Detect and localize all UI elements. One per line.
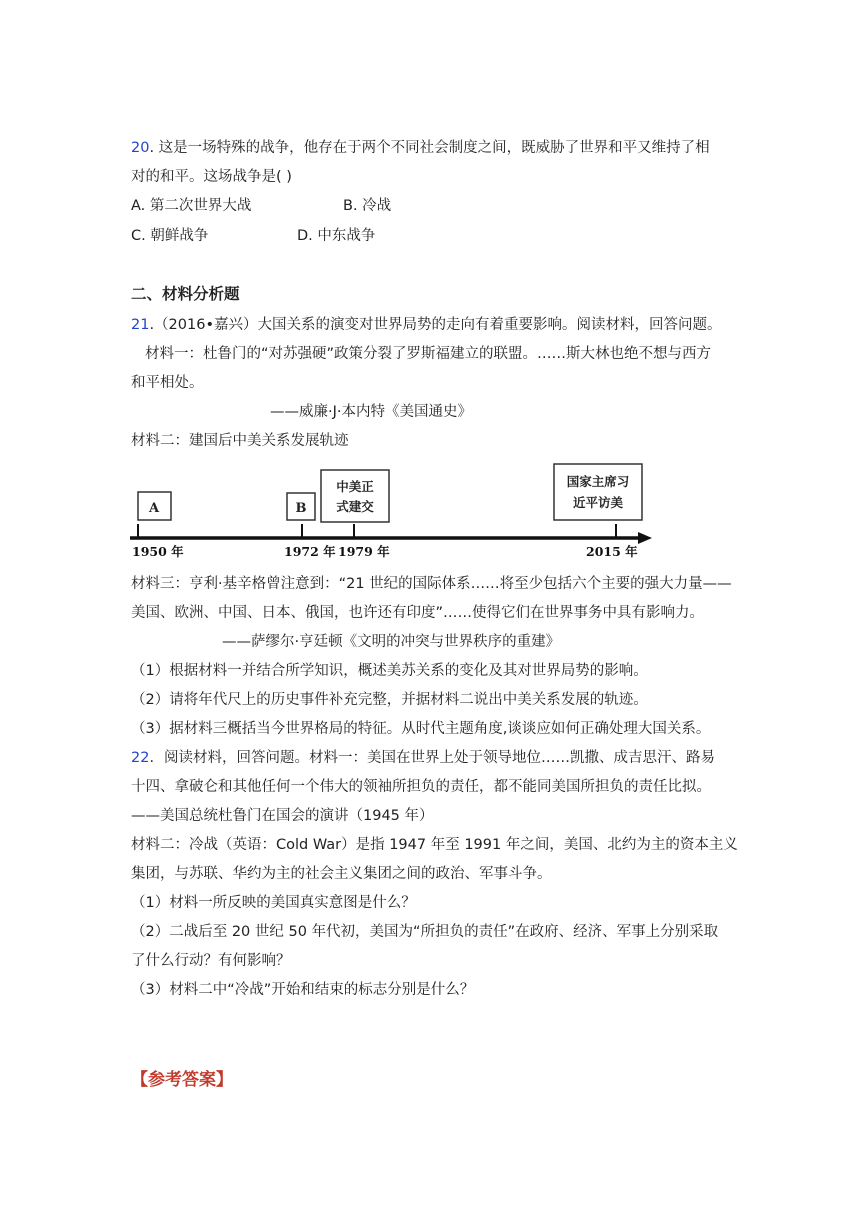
q20-option-c: C. 朝鲜战争 <box>131 228 209 244</box>
timeline-box-1979-line2: 式建交 <box>336 499 374 514</box>
q21-subquestion-2: （2）请将年代尺上的历史事件补充完整，并据材料二说出中美关系发展的轨迹。 <box>131 692 648 708</box>
q21-material3-line2: 美国、欧洲、中国、日本、俄国，也许还有印度”……使得它们在世界事务中具有影响力。 <box>131 605 705 621</box>
q21-subquestion-1: （1）根据材料一并结合所学知识，概述美苏关系的变化及其对世界局势的影响。 <box>131 663 648 679</box>
q20-option-a: A. 第二次世界大战 <box>131 198 252 214</box>
q22-material2-line2: 集团，与苏联、华约为主的社会主义集团之间的政治、军事斗争。 <box>131 866 552 882</box>
q20-option-d: D. 中东战争 <box>297 228 376 244</box>
q22-line1: 22．阅读材料，回答问题。材料一：美国在世界上处于领导地位……凯撒、成吉思汗、路易 <box>131 750 715 766</box>
timeline-figure <box>128 458 658 564</box>
q20-number: 20 <box>131 140 150 156</box>
q22-subquestion-2-line1: （2）二战后至 20 世纪 50 年代初，美国为“所担负的责任”在政府、经济、军事上分别采取 <box>131 924 719 940</box>
q22-number: 22 <box>131 750 150 766</box>
q22-line3: ——美国总统杜鲁门在国会的演讲（1945 年） <box>131 808 434 824</box>
q22-subquestion-1: （1）材料一所反映的美国真实意图是什么？ <box>131 895 416 911</box>
timeline-box-2015 <box>554 464 642 520</box>
q21-material3-source: ——萨缪尔·亨廷顿《文明的冲突与世界秩序的重建》 <box>222 634 561 650</box>
q21-material1-line1: 材料一：杜鲁门的“对苏强硬”政策分裂了罗斯福建立的联盟。……斯大林也绝不想与西方 <box>145 346 712 362</box>
timeline-arrow-icon <box>638 532 652 544</box>
section-heading: 二、材料分析题 <box>131 285 240 303</box>
timeline-box-2015-line1: 国家主席习 <box>566 474 630 489</box>
q21-material2-title: 材料二：建国后中美关系发展轨迹 <box>131 433 349 449</box>
reference-answer-heading: 【参考答案】 <box>131 1070 233 1090</box>
q21-subquestion-3: （3）据材料三概括当今世界格局的特征。从时代主题角度,谈谈应如何正确处理大国关系。 <box>131 721 711 737</box>
timeline-year-1979: 1979 年 <box>338 544 390 559</box>
q21-material3-line1: 材料三：亨利·基辛格曾注意到：“21 世纪的国际体系……将至少包括六个主要的强大力量—— <box>131 576 732 592</box>
q21-material1-line2: 和平相处。 <box>131 375 204 391</box>
q22-material2-line1: 材料二：冷战（英语：Cold War）是指 1947 年至 1991 年之间，美国、北约为主的资本主义 <box>131 837 738 853</box>
timeline-box-a-label: A <box>148 501 160 516</box>
timeline-box-1979 <box>321 470 389 522</box>
timeline-box-1979-line1: 中美正 <box>336 479 374 494</box>
timeline-year-2015: 2015 年 <box>586 544 638 559</box>
q22-subquestion-3: （3）材料二中“冷战”开始和结束的标志分别是什么？ <box>131 982 475 998</box>
timeline-year-1972: 1972 年 <box>284 544 336 559</box>
q20-line1: 20. 这是一场特殊的战争，他存在于两个不同社会制度之间，既威胁了世界和平又维持了相 <box>131 140 710 156</box>
q21-material1-source: ——威廉·J·本内特《美国通史》 <box>270 404 472 420</box>
q20-option-b: B. 冷战 <box>343 198 392 214</box>
q20-line2: 对的和平。这场战争是( ) <box>131 169 292 185</box>
q22-line2: 十四、拿破仑和其他任何一个伟大的领袖所担负的责任，都不能同美国所担负的责任比拟。 <box>131 779 711 795</box>
q22-subquestion-2-line2: 了什么行动？有何影响？ <box>131 953 291 969</box>
timeline-year-1950: 1950 年 <box>132 544 184 559</box>
timeline-box-2015-line2: 近平访美 <box>572 495 624 510</box>
q21-number: 21 <box>131 317 150 333</box>
q21-intro: 21.（2016•嘉兴）大国关系的演变对世界局势的走向有着重要影响。阅读材料，回答问题。 <box>131 317 722 333</box>
timeline-box-b-label: B <box>295 501 307 516</box>
